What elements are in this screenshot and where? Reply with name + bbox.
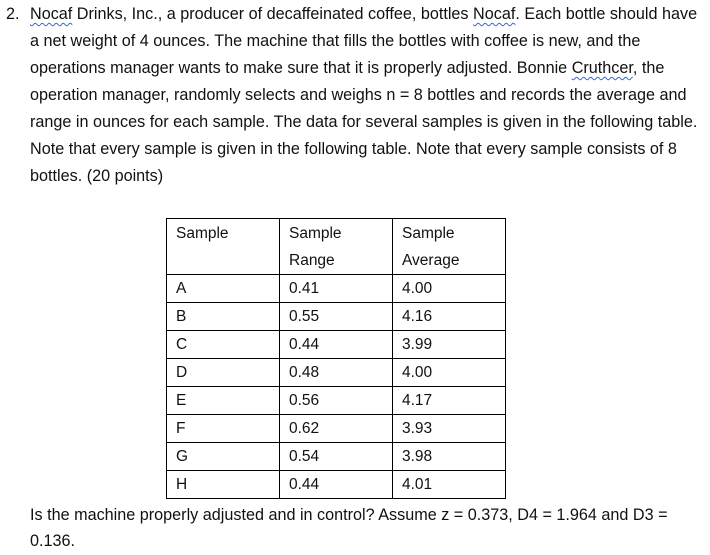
problem-text-segment: operations manager wants to make sure that it is properly adjusted. Bonnie — [30, 59, 572, 77]
cell-sample: F — [167, 415, 280, 443]
problem-line-1 — [30, 4, 697, 24]
cell-sample: G — [167, 443, 280, 471]
cell-range: 0.41 — [280, 275, 393, 303]
problem-text-segment: . Each bottle should have — [515, 5, 698, 23]
problem-line-7: bottles. (20 points) — [30, 167, 164, 185]
question-line-1: Is the machine properly adjusted and in control? Assume z = 0.373, D4 = 1.964 and D3 = — [30, 506, 668, 524]
misspelled-word: Cruthcer — [571, 59, 633, 77]
table-row — [167, 443, 506, 471]
cell-range: 0.56 — [280, 387, 393, 415]
cell-range: 0.62 — [280, 415, 393, 443]
cell-average: 3.98 — [393, 443, 506, 471]
cell-range: 0.54 — [280, 443, 393, 471]
header-sample-average: Sample Average — [393, 219, 506, 275]
cell-range: 0.48 — [280, 359, 393, 387]
misspelled-word: Nocaf — [30, 5, 73, 23]
problem-line-3 — [30, 58, 664, 78]
cell-sample: C — [167, 331, 280, 359]
table-header-row — [167, 219, 506, 275]
header-sample-range: Sample Range — [280, 219, 393, 275]
cell-average: 4.16 — [393, 303, 506, 331]
problem-number: 2. — [6, 5, 20, 23]
table-row — [167, 331, 506, 359]
cell-range: 0.55 — [280, 303, 393, 331]
cell-sample: H — [167, 471, 280, 499]
problem-text-segment: Drinks, Inc., a producer of decaffeinated coffee, bottles — [72, 5, 474, 23]
table-row — [167, 471, 506, 499]
cell-sample: B — [167, 303, 280, 331]
cell-average: 4.17 — [393, 387, 506, 415]
question-line-2: 0.136. — [30, 532, 76, 550]
problem-line-4: operation manager, randomly selects and weighs n = 8 bottles and records the average and — [30, 86, 687, 104]
cell-average: 4.00 — [393, 275, 506, 303]
misspelled-word: Nocaf — [473, 5, 516, 23]
cell-average: 3.99 — [393, 331, 506, 359]
cell-sample: E — [167, 387, 280, 415]
table-row — [167, 275, 506, 303]
cell-sample: D — [167, 359, 280, 387]
cell-average: 4.00 — [393, 359, 506, 387]
header-sample: Sample — [167, 219, 280, 275]
table-row — [167, 359, 506, 387]
cell-average: 3.93 — [393, 415, 506, 443]
cell-sample: A — [167, 275, 280, 303]
table-row — [167, 415, 506, 443]
problem-text-segment: , the — [632, 59, 665, 77]
table-row — [167, 387, 506, 415]
cell-range: 0.44 — [280, 471, 393, 499]
problem-line-5: range in ounces for each sample. The data for several samples is given in the following table. — [30, 113, 698, 131]
cell-range: 0.44 — [280, 331, 393, 359]
sample-data-table — [166, 218, 506, 499]
problem-line-6: Note that every sample is given in the following table. Note that every sample consists of 8 — [30, 140, 677, 158]
cell-average: 4.01 — [393, 471, 506, 499]
table-row — [167, 303, 506, 331]
problem-line-2: a net weight of 4 ounces. The machine that fills the bottles with coffee is new, and the — [30, 32, 641, 50]
